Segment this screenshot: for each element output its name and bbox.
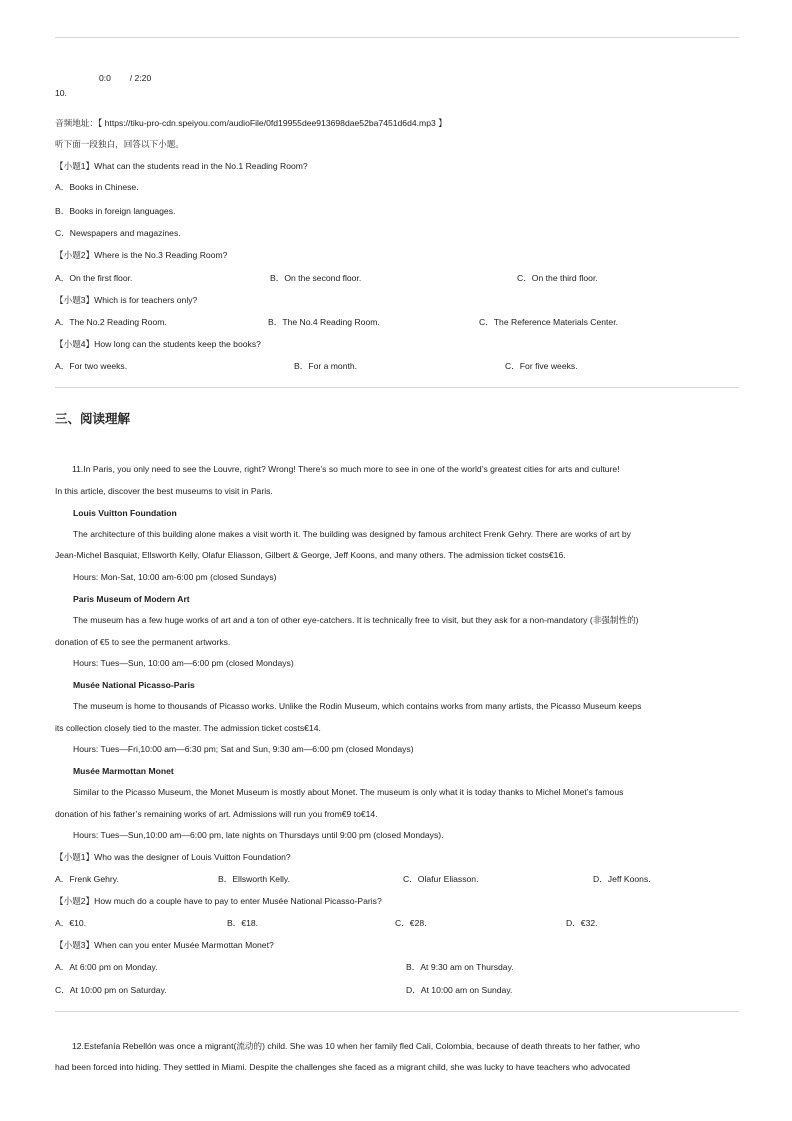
q11-intro-line1: 11.In Paris, you only need to see the Louvre, right? Wrong! There’s so much more to see in one of the world’s greatest cities for arts and culture! xyxy=(72,464,620,474)
q11-sub2-option-d[interactable]: D．€32. xyxy=(566,918,598,928)
q10-sub4-option-b[interactable]: B．For a month. xyxy=(294,361,358,371)
q11-sub3-option-d[interactable]: D．At 10:00 am on Sunday. xyxy=(406,985,513,995)
museum-4-desc-line2: donation of his father’s remaining works of art. Admissions will run you from€9 to€14. xyxy=(55,809,378,819)
listening-instruction: 听下面一段独白，回答以下小题。 xyxy=(55,139,184,149)
q10-sub2-option-b[interactable]: B．On the second floor. xyxy=(270,273,362,283)
audio-player[interactable] xyxy=(99,73,151,83)
q11-sub1-option-b[interactable]: B．Ellsworth Kelly. xyxy=(218,874,290,884)
museum-4-hours: Hours: Tues—Sun,10:00 am—6:00 pm, late nights on Thursdays until 9:00 pm (closed Mondays). xyxy=(73,830,444,840)
q11-sub1-option-a[interactable]: A．Frenk Gehry. xyxy=(55,874,119,884)
q11-sub2-stem: 【小题2】How much do a couple have to pay to enter Musée National Picasso-Paris? xyxy=(55,896,382,906)
q10-sub3-option-b[interactable]: B．The No.4 Reading Room. xyxy=(268,317,380,327)
q10-sub1-option-a[interactable]: A．Books in Chinese. xyxy=(55,182,139,192)
museum-1-desc-line1: The architecture of this building alone makes a visit worth it. The building was designed by famous architect Frenk Gehry. There are works of art by xyxy=(73,529,631,539)
museum-3-desc-line2: its collection closely tied to the master. The admission ticket costs€14. xyxy=(55,723,321,733)
museum-2-title: Paris Museum of Modern Art xyxy=(73,594,190,604)
q10-sub2-option-a[interactable]: A．On the first floor. xyxy=(55,273,133,283)
section-divider xyxy=(55,387,739,388)
q11-sub3-option-b[interactable]: B．At 9:30 am on Thursday. xyxy=(406,962,514,972)
q12-passage-line2: had been forced into hiding. They settled in Miami. Despite the challenges she faced as a migrant child, she was lucky to have teachers who advocated xyxy=(55,1062,631,1072)
q10-sub1-option-b[interactable]: B．Books in foreign languages. xyxy=(55,206,176,216)
q10-sub4-option-a[interactable]: A．For two weeks. xyxy=(55,361,128,371)
audio-current-time: 0:0 xyxy=(99,73,111,83)
q10-sub1-option-c[interactable]: C．Newspapers and magazines. xyxy=(55,228,181,238)
q10-sub3-option-c[interactable]: C．The Reference Materials Center. xyxy=(479,317,618,327)
q11-sub2-option-c[interactable]: C．€28. xyxy=(395,918,427,928)
q11-intro-line2: In this article, discover the best museums to visit in Paris. xyxy=(55,486,273,496)
question-divider xyxy=(55,1011,739,1012)
museum-4-title: Musée Marmottan Monet xyxy=(73,766,174,776)
q12-passage-line1: 12.Estefanía Rebellón was once a migrant(流动的) child. She was 10 when her family fled Cali, Colombia, because of death threats to her father, who xyxy=(72,1041,640,1051)
museum-2-desc-line2: donation of €5 to see the permanent artworks. xyxy=(55,637,231,647)
q10-sub2-option-c[interactable]: C．On the third floor. xyxy=(517,273,598,283)
q11-sub3-stem: 【小题3】When can you enter Musée Marmottan Monet? xyxy=(55,940,274,950)
q10-sub4-stem: 【小题4】How long can the students keep the books? xyxy=(55,339,261,349)
museum-3-hours: Hours: Tues—Fri,10:00 am—6:30 pm; Sat and Sun, 9:30 am—6:00 pm (closed Mondays) xyxy=(73,744,414,754)
audio-url[interactable]: 音频地址：【 https://tiku-pro-cdn.speiyou.com/audioFile/0fd19955dee913698dae52ba7451d6d4.mp3 】 xyxy=(55,118,447,128)
q10-sub2-stem: 【小题2】Where is the No.3 Reading Room? xyxy=(55,250,228,260)
museum-1-title: Louis Vuitton Foundation xyxy=(73,508,177,518)
q11-sub3-option-a[interactable]: A．At 6:00 pm on Monday. xyxy=(55,962,158,972)
museum-2-hours: Hours: Tues—Sun, 10:00 am—6:00 pm (closed Mondays) xyxy=(73,658,294,668)
museum-4-desc-line1: Similar to the Picasso Museum, the Monet Museum is mostly about Monet. The museum is only what it is today thanks to Michel Monet’s famous xyxy=(73,787,624,797)
museum-2-desc-line1: The museum has a few huge works of art and a ton of other eye-catchers. It is technically free to visit, but they ask for a non-mandatory (非强制性的) xyxy=(73,615,639,625)
museum-1-desc-line2: Jean-Michel Basquiat, Ellsworth Kelly, Olafur Eliasson, Gilbert & George, Jeff Koons, and many others. The admission ticket costs€16. xyxy=(55,550,566,560)
museum-3-title: Musée National Picasso-Paris xyxy=(73,680,195,690)
section-title: 三、阅读理解 xyxy=(55,412,131,426)
question-number: 10. xyxy=(55,88,67,98)
museum-3-desc-line1: The museum is home to thousands of Picasso works. Unlike the Rodin Museum, which contains works from many artists, the Picasso Museum keeps xyxy=(73,701,642,711)
q10-sub3-option-a[interactable]: A．The No.2 Reading Room. xyxy=(55,317,167,327)
audio-total-time: / 2:20 xyxy=(129,73,152,83)
q11-sub1-option-d[interactable]: D．Jeff Koons. xyxy=(593,874,651,884)
q11-sub3-option-c[interactable]: C．At 10:00 pm on Saturday. xyxy=(55,985,167,995)
q11-sub1-stem: 【小题1】Who was the designer of Louis Vuitton Foundation? xyxy=(55,852,291,862)
q11-sub2-option-b[interactable]: B．€18. xyxy=(227,918,259,928)
q10-sub1-stem: 【小题1】What can the students read in the No.1 Reading Room? xyxy=(55,161,308,171)
q11-sub1-option-c[interactable]: C．Olafur Eliasson. xyxy=(403,874,479,884)
q11-sub2-option-a[interactable]: A．€10. xyxy=(55,918,87,928)
museum-1-hours: Hours: Mon-Sat, 10:00 am-6:00 pm (closed Sundays) xyxy=(73,572,277,582)
top-divider xyxy=(55,37,739,38)
q10-sub3-stem: 【小题3】Which is for teachers only? xyxy=(55,295,198,305)
q10-sub4-option-c[interactable]: C．For five weeks. xyxy=(505,361,578,371)
